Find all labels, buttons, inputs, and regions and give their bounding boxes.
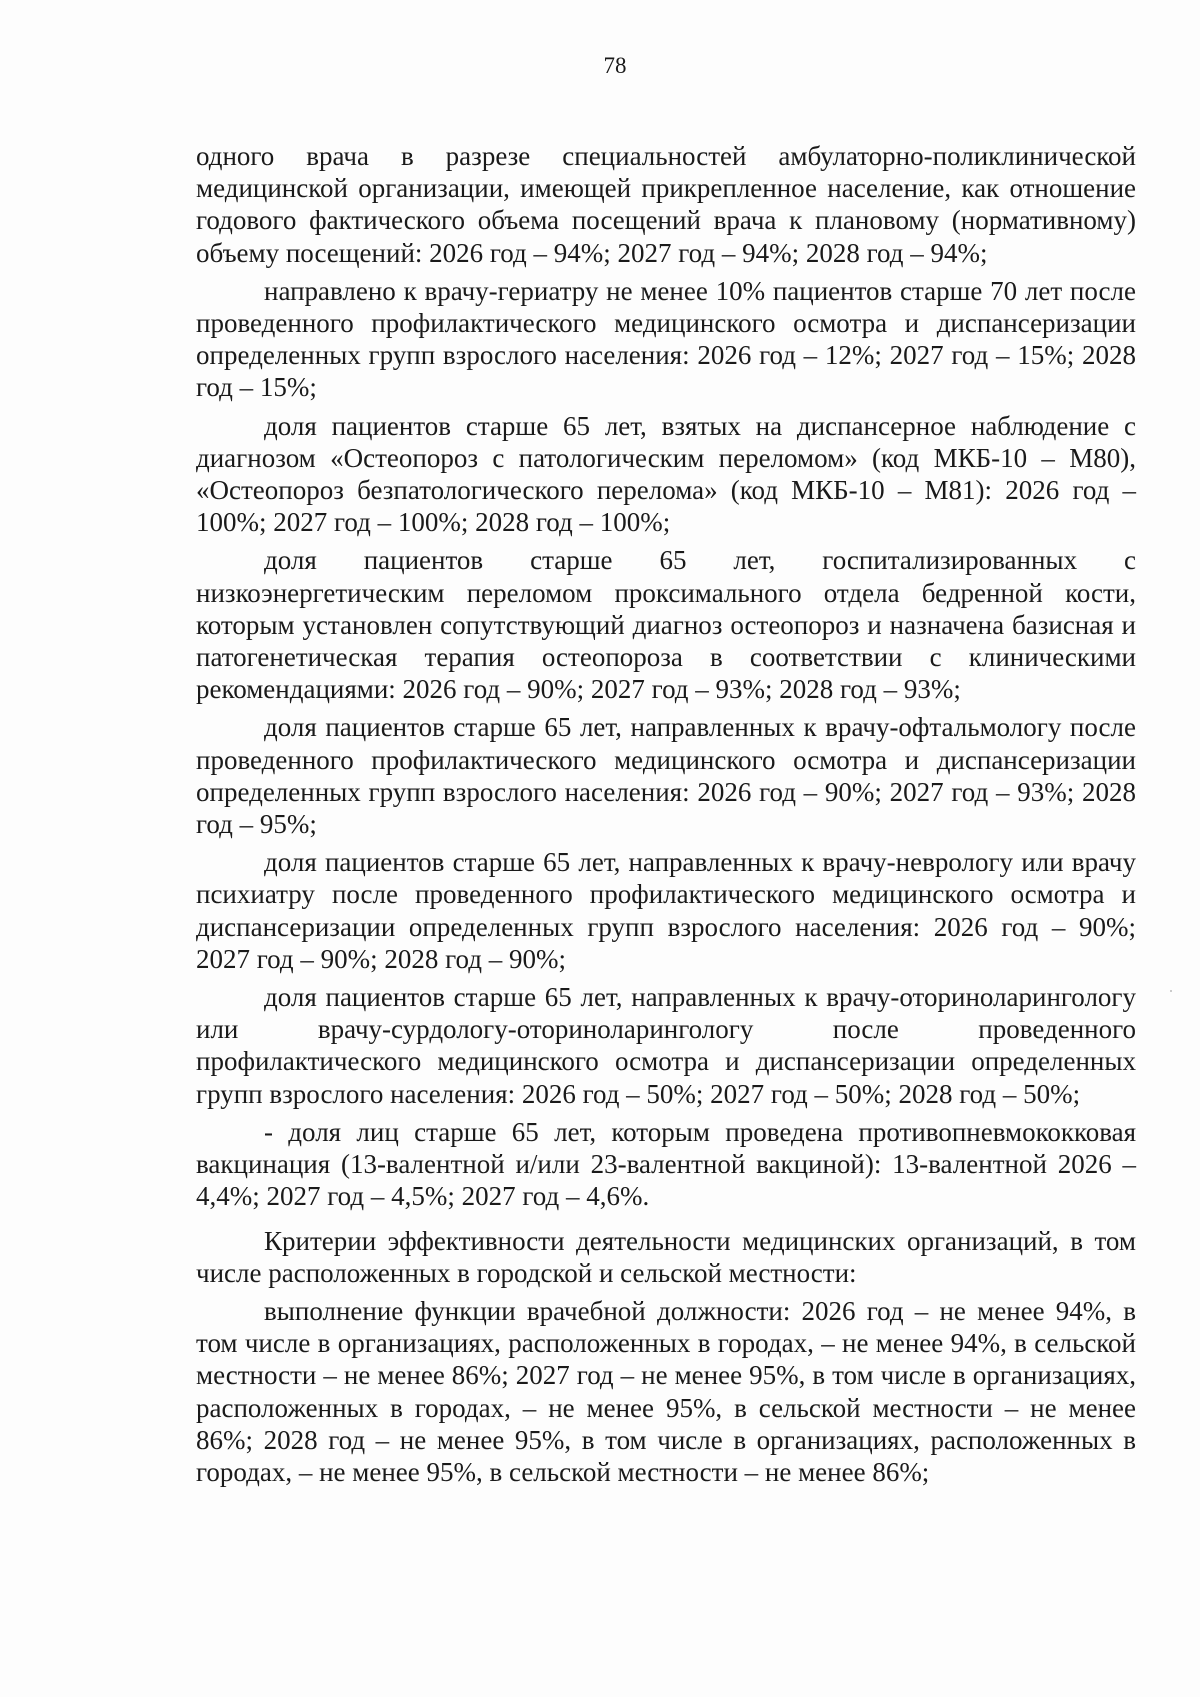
- document-body: [196, 140, 1136, 1488]
- paragraph-efficiency-criteria-heading: Критерии эффективности деятельности медицинских организаций, в том числе расположенных в городской и сельской местности:: [196, 1225, 1136, 1288]
- paragraph-pneumococcal-vaccination: - доля лиц старше 65 лет, которым проведена противопневмококковая вакцинация (13-валентной и/или 23-валентной вакциной): 13-валентной 2026 – 4,4%; 2027 год – 4,5%; 2027 год – 4,6%.: [196, 1116, 1136, 1212]
- paragraph-osteoporosis-observation: доля пациентов старше 65 лет, взятых на диспансерное наблюдение с диагнозом «Остеопороз с патологическим переломом» (код МКБ-10 – М80), «Остеопороз безпатологического перелома» (код МКБ-10 – М81): 2026 год – 100%; 2027 год – 100%; 2028 год – 100%;: [196, 410, 1136, 538]
- paragraph-hip-fracture-therapy: доля пациентов старше 65 лет, госпитализированных с низкоэнергетическим переломом проксимального отдела бедренной кости, которым установлен сопутствующий диагноз остеопороз и назначена базисная и патогенетическая терапия остеопороза в соответствии с клиническими рекомендациями: 2026 год – 90%; 2027 год – 93%; 2028 год – 93%;: [196, 545, 1136, 705]
- paragraph-ophthalmologist-referral: доля пациентов старше 65 лет, направленных к врачу-офтальмологу после проведенного профилактического медицинского осмотра и диспансеризации определенных групп взрослого населения: 2026 год – 90%; 2027 год – 93%; 2028 год – 95%;: [196, 712, 1136, 840]
- paragraph-physician-function: выполнение функции врачебной должности: 2026 год – не менее 94%, в том числе в организациях, расположенных в городах, – не менее 94%, в сельской местности – не менее 86%; 2027 год – не менее 95%, в том числе в организациях, расположенных в городах, – не менее 95%, в сельской местности – не менее 86%; 2028 год – не менее 95%, в том числе в организациях, расположенных в городах, – не менее 95%, в сельской местности – не менее 86%;: [196, 1295, 1136, 1487]
- paragraph-neurologist-referral: доля пациентов старше 65 лет, направленных к врачу-неврологу или врачу психиатру после проведенного профилактического медицинского осмотра и диспансеризации определенных групп взрослого населения: 2026 год – 90%; 2027 год – 90%; 2028 год – 90%;: [196, 847, 1136, 974]
- scan-speck: [1170, 990, 1172, 992]
- paragraph-otolaryngologist-referral: доля пациентов старше 65 лет, направленных к врачу-оториноларингологу или врачу-сурдологу-оториноларингологу после проведенного профилактического медицинского осмотра и диспансеризации определенных групп взрослого населения: 2026 год – 50%; 2027 год – 50%; 2028 год – 50%;: [196, 982, 1136, 1109]
- paragraph-geriatrician-referral: направлено к врачу-гериатру не менее 10% пациентов старше 70 лет после проведенного профилактического медицинского осмотра и диспансеризации определенных групп взрослого населения: 2026 год – 12%; 2027 год – 15%; 2028 год – 15%;: [196, 275, 1136, 403]
- page-number: 78: [603, 53, 627, 78]
- paragraph-physician-visit-ratio: одного врача в разрезе специальностей амбулаторно-поликлинической медицинской организации, имеющей прикрепленное население, как отношение годового фактического объема посещений врача к плановому (нормативному) объему посещений: 2026 год – 94%; 2027 год – 94%; 2028 год – 94%;: [196, 141, 1136, 268]
